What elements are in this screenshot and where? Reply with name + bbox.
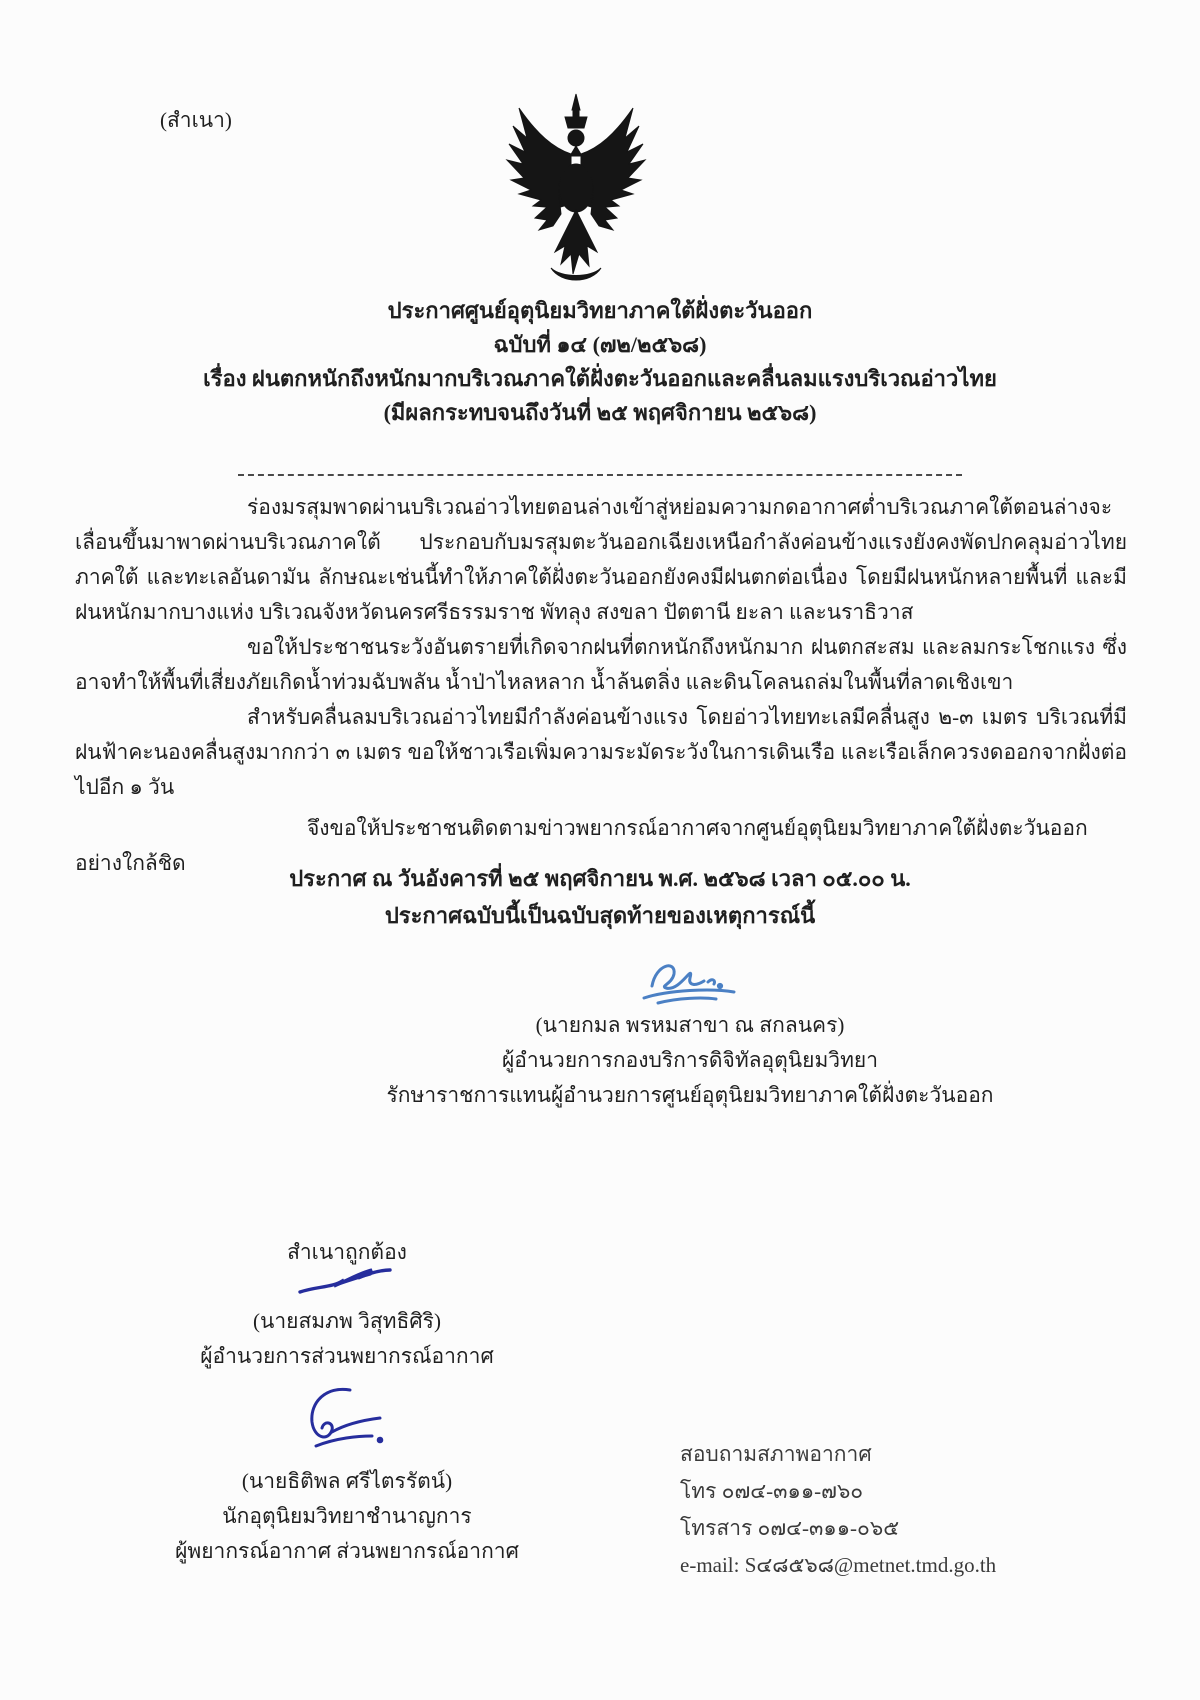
contact-block [680,1436,1100,1584]
signatory-block [380,1008,1000,1113]
signature-certifier-2-icon [288,1384,408,1462]
body-text [75,490,1127,881]
signature-director [638,952,748,1015]
certifier-2-title-1: นักอุตุนิยมวิทยาชำนาญการ [222,1504,472,1528]
paragraph-sea-state: สำหรับคลื่นลมบริเวณอ่าวไทยมีกำลังค่อนข้างแรง โดยอ่าวไทยทะเลมีคลื่นสูง ๒-๓ เมตร บริเวณที่มีฝนฟ้าคะนองคลื่นสูงมากกว่า ๓ เมตร ขอให้ชาวเรือเพิ่มความระมัดระวังในการเดินเรือ และเรือเล็กควรงดออกจากฝั่งต่อไปอีก ๑ วัน [75,705,1127,799]
subject-line: เรื่อง ฝนตกหนักถึงหนักมากบริเวณภาคใต้ฝั่งตะวันออกและคลื่นลมแรงบริเวณอ่าวไทย [203,366,997,391]
issued-datetime-line: ประกาศ ณ วันอังคารที่ ๒๕ พฤศจิกายน พ.ศ. ๒๕๖๘ เวลา ๐๕.๐๐ น. [289,866,911,891]
paragraph-synopsis: ร่องมรสุมพาดผ่านบริเวณอ่าวไทยตอนล่างเข้าสู่หย่อมความกดอากาศต่ำบริเวณภาคใต้ตอนล่างจะเลื่อนขึ้นมาพาดผ่านบริเวณภาคใต้ ประกอบกับมรสุมตะวันออกเฉียงเหนือกำลังค่อนข้างแรงยังคงพัดปกคลุมอ่าวไทย ภาคใต้ และทะเลอันดามัน ลักษณะเช่นนี้ทำให้ภาคใต้ฝั่งตะวันออกยังคงมีฝนตกต่อเนื่อง โดยมีฝนหนักหลายพื้นที่ และมีฝนหนักมากบางแห่ง บริเวณจังหวัดนครศรีธรรมราช พัทลุง สงขลา ปัตตานี ยะลา และนราธิวาส [75,495,1127,624]
certifier-1-title: ผู้อำนวยการส่วนพยากรณ์อากาศ [200,1344,494,1368]
paragraph-follow-news: จึงขอให้ประชาชนติดตามข่าวพยากรณ์อากาศจากศูนย์อุตุนิยมวิทยาภาคใต้ฝั่งตะวันออกอย่างใกล้ชิด [75,816,1088,875]
document-title-block [0,294,1200,430]
certifier-2-name: (นายธิติพล ศรีไตรรัตน์) [241,1469,453,1493]
signature-certifier-1 [292,1260,402,1307]
dashed-divider [238,474,962,476]
announcement-footer [0,860,1200,934]
issue-number: ฉบับที่ ๑๔ (๗๒/๒๕๖๘) [493,332,707,357]
signature-certifier-2 [288,1384,408,1467]
signatory-title-2: รักษาราชการแทนผู้อำนวยการศูนย์อุตุนิยมวิทยาภาคใต้ฝั่งตะวันออก [386,1083,994,1107]
copy-label: (สำเนา) [160,108,232,132]
contact-fax: โทรสาร ๐๗๔-๓๑๑-๐๖๕ [680,1516,900,1540]
certifier-1-name: (นายสมภพ วิสุทธิศิริ) [253,1309,441,1333]
signatory-title-1: ผู้อำนวยการกองบริการดิจิทัลอุตุนิยมวิทยา [501,1048,879,1072]
paragraph-warning: ขอให้ประชาชนระวังอันตรายที่เกิดจากฝนที่ตกหนักถึงหนักมาก ฝนตกสะสม และลมกระโชกแรง ซึ่งอาจทำให้พื้นที่เสี่ยงภัยเกิดน้ำท่วมฉับพลัน น้ำป่าไหลหลาก น้ำล้นตลิ่ง และดินโคลนถล่มในพื้นที่ลาดเชิงเขา [75,635,1127,694]
contact-heading: สอบถามสภาพอากาศ [680,1442,872,1466]
signatory-name: (นายกมล พรหมสาขา ณ สกลนคร) [535,1013,845,1037]
garuda-icon [491,92,661,287]
final-issue-line: ประกาศฉบับนี้เป็นฉบับสุดท้ายของเหตุการณ์นี้ [384,903,816,928]
certified-copy-label: สำเนาถูกต้อง [287,1240,407,1264]
contact-phone: โทร ๐๗๔-๓๑๑-๗๖๐ [680,1479,864,1503]
garuda-emblem [488,90,663,288]
certifier-1-block [172,1304,522,1374]
announcement-title: ประกาศศูนย์อุตุนิยมวิทยาภาคใต้ฝั่งตะวันออก [387,298,813,323]
effective-date-line: (มีผลกระทบจนถึงวันที่ ๒๕ พฤศจิกายน ๒๕๖๘) [383,400,817,425]
signature-director-icon [638,952,748,1010]
certifier-2-block [172,1464,522,1569]
certifier-2-title-2: ผู้พยากรณ์อากาศ ส่วนพยากรณ์อากาศ [175,1539,519,1563]
contact-email: e-mail: S๔๘๕๖๘@metnet.tmd.go.th [680,1553,997,1577]
signature-certifier-1-icon [292,1260,402,1302]
